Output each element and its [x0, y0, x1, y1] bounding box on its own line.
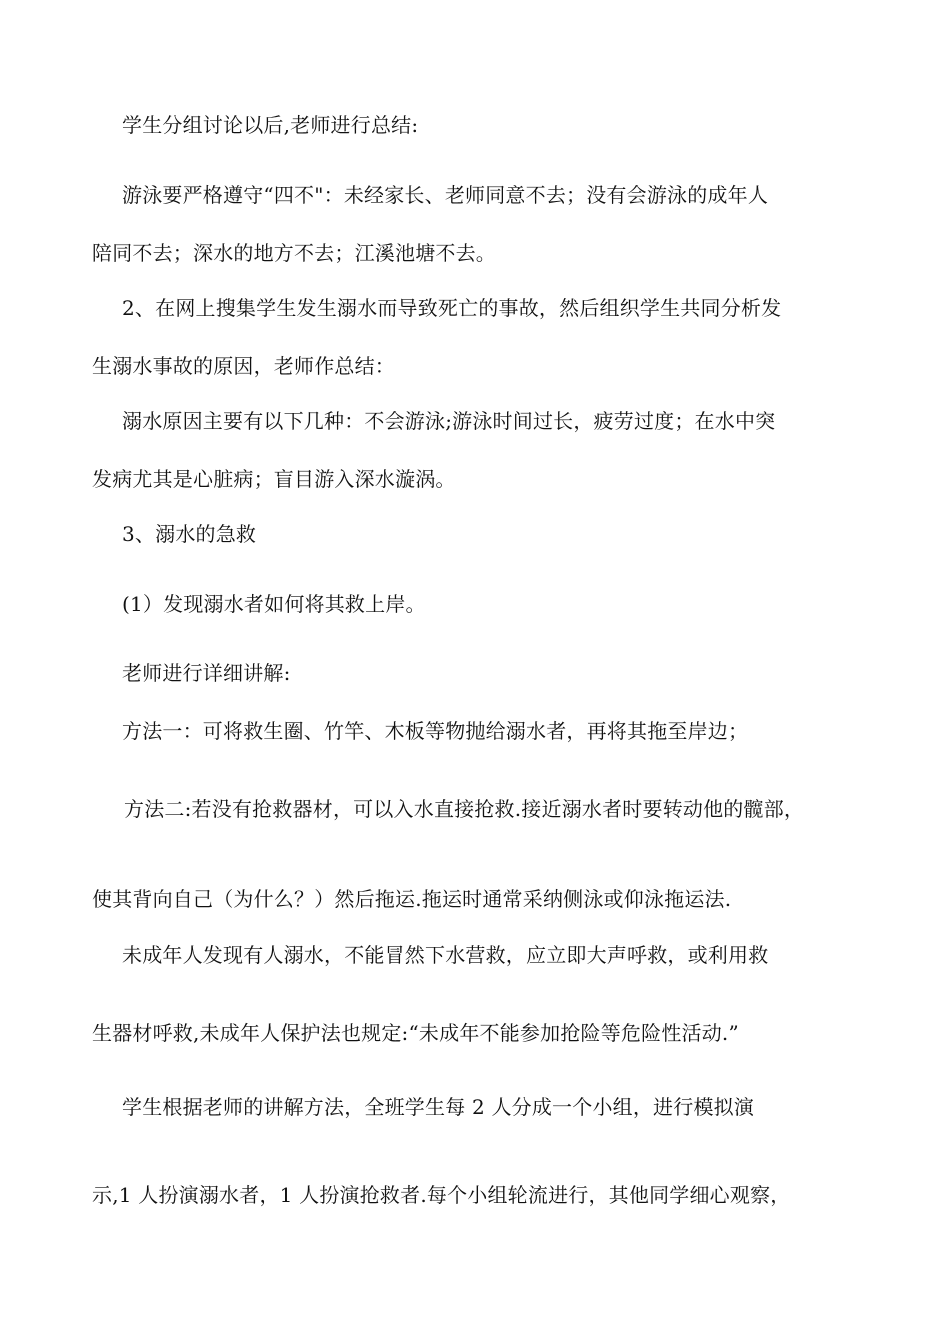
section-heading: 3、溺水的急救 — [122, 522, 257, 546]
paragraph-line-1: 学生分组讨论以后,老师进行总结: — [122, 113, 419, 137]
paragraph-line-12: 学生根据老师的讲解方法，全班学生每 2 人分成一个小组，进行模拟演 — [122, 1095, 755, 1119]
paragraph-line-6: 溺水原因主要有以下几种：不会游泳;游泳时间过长，疲劳过度；在水中突 — [122, 409, 776, 433]
paragraph-line-4: 2、在网上搜集学生发生溺水而导致死亡的事故，然后组织学生共同分析发 — [122, 296, 782, 320]
subsection-heading: (1）发现溺水者如何将其救上岸。 — [122, 592, 426, 616]
paragraph-line-5: 生溺水事故的原因，老师作总结： — [92, 354, 395, 378]
paragraph-line-7: 发病尤其是心脏病；盲目游入深水漩涡。 — [92, 467, 456, 491]
paragraph-line-3: 陪同不去；深水的地方不去；江溪池塘不去。 — [92, 241, 496, 265]
paragraph-line-13: 示,1 人扮演溺水者，1 人扮演抢救者.每个小组轮流进行，其他同学细心观察， — [92, 1183, 791, 1207]
method-one-line: 方法一：可将救生圈、竹竿、木板等物抛给溺水者，再将其拖至岸边； — [122, 719, 749, 743]
paragraph-line-8: 老师进行详细讲解: — [122, 661, 291, 685]
paragraph-line-11: 生器材呼救,未成年人保护法也规定:“未成年不能参加抢险等危险性活动.” — [92, 1021, 739, 1045]
method-two-line: 方法二:若没有抢救器材，可以入水直接抢救.接近溺水者时要转动他的髋部， — [124, 797, 805, 821]
paragraph-line-10: 未成年人发现有人溺水，不能冒然下水营救，应立即大声呼救，或利用救 — [122, 943, 769, 967]
paragraph-line-9: 使其背向自己（为什么？）然后拖运.拖运时通常采纳侧泳或仰泳拖运法. — [92, 887, 732, 911]
paragraph-line-2: 游泳要严格遵守“四不"：未经家长、老师同意不去；没有会游泳的成年人 — [122, 183, 769, 207]
